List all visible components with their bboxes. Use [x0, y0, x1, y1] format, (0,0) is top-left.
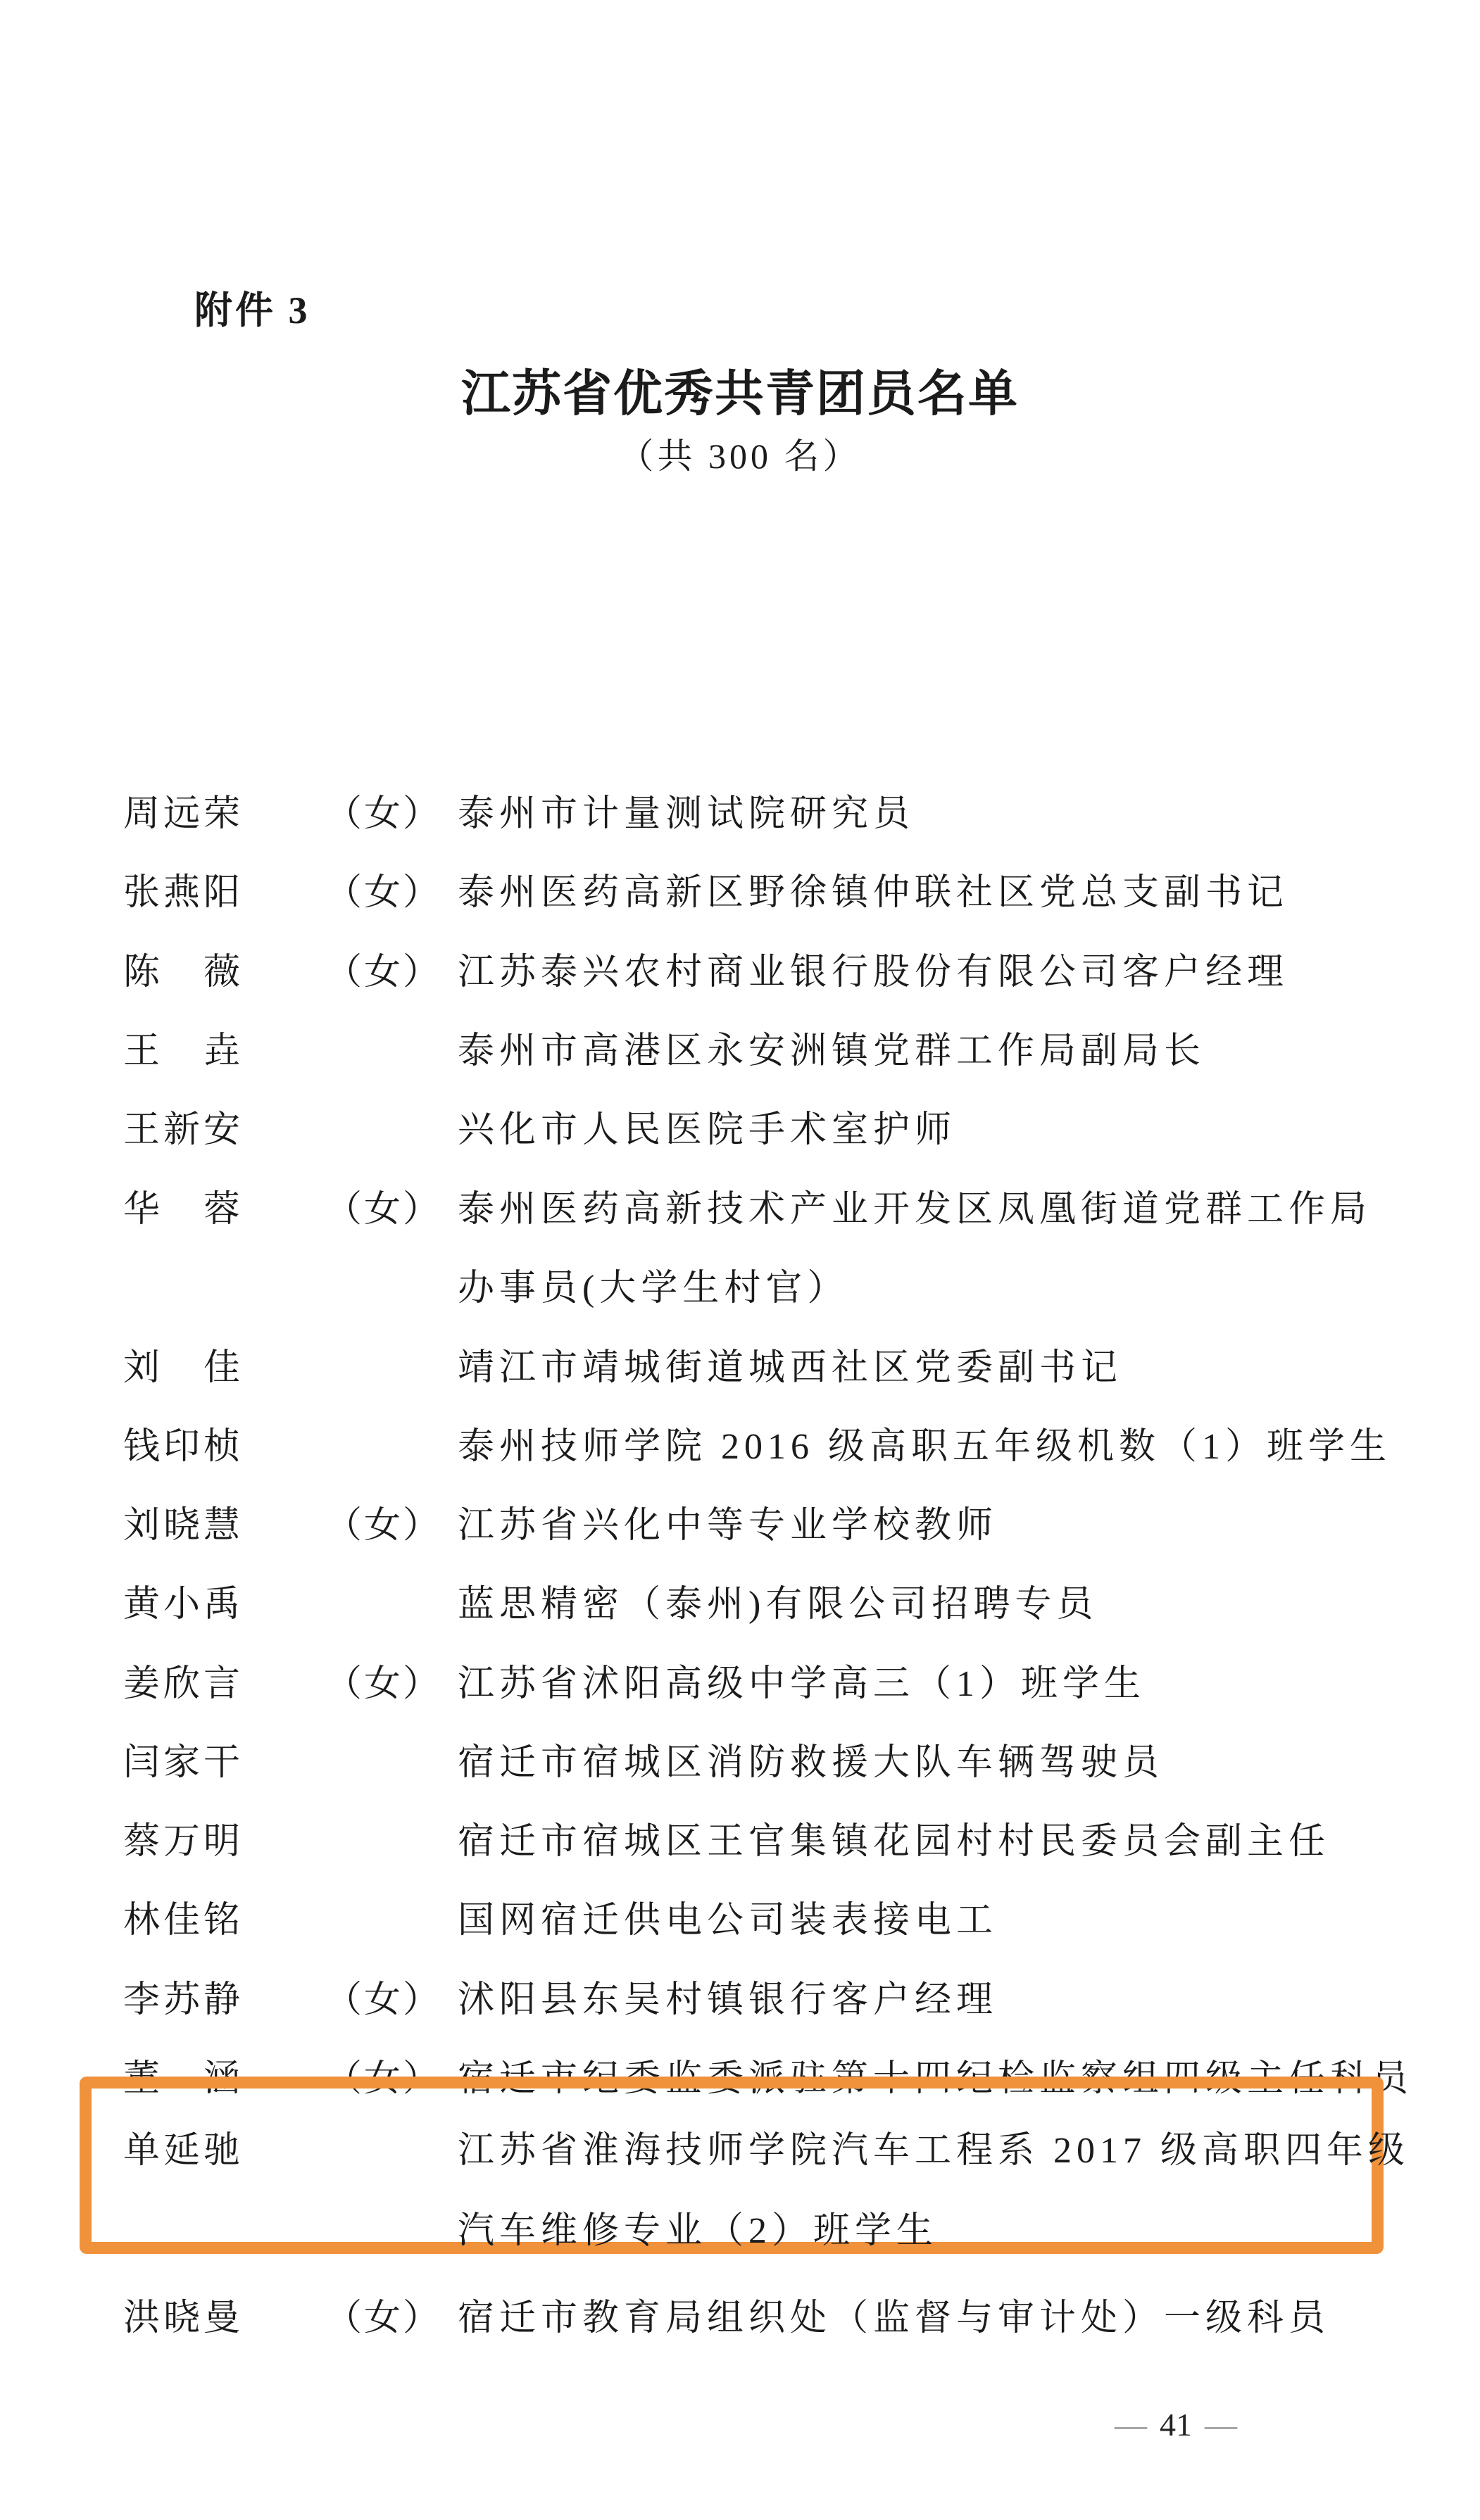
list-item [0, 1732, 1480, 1782]
member-description: 国网宿迁供电公司装表接电工 [458, 1901, 998, 1941]
member-name: 单延驰 [123, 2131, 240, 2171]
list-item [0, 1495, 1480, 1544]
member-name: 刘晓慧 [123, 1506, 240, 1546]
list-item [0, 1574, 1480, 1623]
gender-marker: （女） [325, 2298, 442, 2338]
attachment-label: 附件 3 [194, 289, 311, 332]
member-name: 姜欣言 [123, 1664, 240, 1704]
list-item [0, 862, 1480, 912]
page-number-dash-right: — [1205, 2407, 1237, 2443]
list-item [0, 1100, 1480, 1149]
gender-marker: （女） [325, 2059, 442, 2099]
member-description: 泰州医药高新技术产业开发区凤凰街道党群工作局 [458, 1190, 1372, 1230]
member-description: 江苏省兴化中等专业学校教师 [458, 1506, 998, 1546]
member-name: 李苏静 [123, 1980, 240, 2020]
list-item [0, 1021, 1480, 1070]
list-item-highlighted [0, 2120, 1480, 2169]
member-description: 泰州市高港区永安洲镇党群工作局副局长 [458, 1031, 1206, 1071]
page-subtitle: （共 300 名） [618, 436, 862, 476]
list-item [0, 1416, 1480, 1466]
member-description: 泰州技师学院 2016 级高职五年级机数（1）班学生 [458, 1427, 1392, 1467]
member-description: 泰州医药高新区野徐镇仲联社区党总支副书记 [458, 873, 1289, 913]
member-description: 蓝思精密（泰州)有限公司招聘专员 [458, 1585, 1098, 1625]
member-description: 兴化市人民医院手术室护师 [458, 1110, 957, 1150]
page-number [1084, 2406, 1267, 2443]
member-description: 宿迁市教育局组织处（监督与审计处）一级科员 [458, 2298, 1331, 2338]
list-item [0, 942, 1480, 991]
list-item-continuation [0, 1258, 1480, 1307]
member-name: 王新安 [123, 1110, 240, 1150]
member-description: 宿迁市纪委监委派驻第十四纪检监察组四级主任科员 [458, 2059, 1414, 2099]
member-name: 黄小禹 [123, 1585, 240, 1625]
list-item [0, 783, 1480, 833]
member-description: 宿迁市宿城区消防救援大队车辆驾驶员 [458, 1743, 1165, 1783]
member-description: 江苏省沭阳高级中学高三（1）班学生 [458, 1664, 1146, 1704]
member-name: 周远荣 [123, 794, 240, 834]
gender-marker: （女） [325, 1506, 442, 1546]
member-name: 洪晓曼 [123, 2298, 240, 2338]
list-item [0, 1890, 1480, 1939]
member-description: 沭阳县东吴村镇银行客户经理 [458, 1980, 998, 2020]
gender-marker: （女） [325, 1980, 442, 2020]
member-description: 泰州市计量测试院研究员 [458, 794, 915, 834]
member-name: 王垚 [123, 1031, 240, 1071]
gender-marker: （女） [325, 1664, 442, 1704]
gender-marker: （女） [325, 952, 442, 993]
member-description: 靖江市靖城街道城西社区党委副书记 [458, 1348, 1123, 1388]
list-item-continuation [0, 2200, 1480, 2250]
member-name: 闫家干 [123, 1743, 240, 1783]
member-name: 蔡万明 [123, 1822, 240, 1862]
list-item [0, 1337, 1480, 1387]
page-number-value: 41 [1160, 2407, 1192, 2443]
member-description-line2: 汽车维修专业（2）班学生 [458, 2211, 939, 2251]
gender-marker: （女） [325, 1190, 442, 1230]
list-item [0, 2288, 1480, 2337]
gender-marker: （女） [325, 794, 442, 834]
member-description: 江苏泰兴农村商业银行股份有限公司客户经理 [458, 952, 1289, 993]
list-item [0, 1970, 1480, 2019]
page-title: 江苏省优秀共青团员名单 [461, 367, 1019, 422]
member-name: 华蓉 [123, 1190, 240, 1230]
member-name: 董涵 [123, 2059, 240, 2099]
list-item [0, 1811, 1480, 1860]
member-name: 陈薇 [123, 952, 240, 993]
gender-marker: （女） [325, 873, 442, 913]
page-number-dash-left: — [1115, 2407, 1147, 2443]
member-name: 钱印桢 [123, 1427, 240, 1467]
list-item [0, 1179, 1480, 1228]
list-item [0, 1653, 1480, 1703]
member-name: 林佳铭 [123, 1901, 240, 1941]
member-description: 江苏省淮海技师学院汽车工程系 2017 级高职四年级 [458, 2131, 1410, 2171]
member-description: 宿迁市宿城区王官集镇花园村村民委员会副主任 [458, 1822, 1331, 1862]
member-name: 张燕阳 [123, 873, 240, 913]
member-description-line2: 办事员(大学生村官） [458, 1268, 849, 1309]
member-name: 刘佳 [123, 1348, 240, 1388]
